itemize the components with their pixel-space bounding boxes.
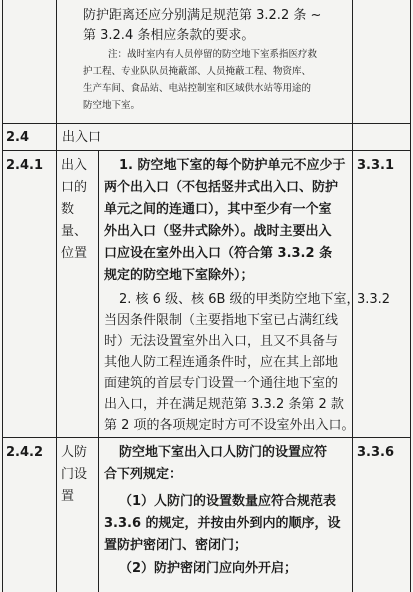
row-divider-242 (2, 437, 410, 438)
clause-number: 2.4.2 (6, 445, 44, 460)
text-line: 出入口，并在满足规范第 3.3.2 条第 2 款 (104, 397, 344, 412)
reference-number: 3.3.2 (357, 292, 391, 307)
note-line: 生产车间、食品站、电站控制室和区域供水站等用途的 (83, 83, 312, 94)
text-line: 时）无法设置室外出入口，且又不具备与 (104, 334, 339, 349)
label-line: 置 (61, 489, 75, 504)
text-line: （2）防护密闭门应向外开启； (119, 561, 298, 576)
text-line: 防空地下室出入口人防门的设置应符 (119, 445, 328, 460)
table-border-left (2, 0, 3, 592)
text-line: 2. 核 6 级、核 6B 级的甲类防空地下室， (119, 292, 360, 307)
reference-number: 3.3.6 (357, 445, 395, 460)
text-line: 防护距离还应分别满足规范第 3.2.2 条 ~ (83, 8, 322, 23)
label-line: 出入 (61, 158, 88, 173)
text-line: 3.3.6 的规定，并按由外到内的顺序，设 (104, 516, 341, 531)
text-line: 规定的防空地下室除外）； (104, 268, 254, 283)
text-line: 置防护密闭门、密闭门； (104, 538, 248, 553)
label-line: 人防 (61, 445, 88, 460)
text-line: 单元之间的连通口），其中至少有一个室 (104, 202, 332, 217)
clause-number: 2.4.1 (6, 158, 44, 173)
text-line: 第 3.2.4 条相应条款的要求。 (83, 28, 255, 43)
row-divider-241 (2, 150, 410, 151)
label-line: 量、 (61, 224, 88, 239)
label-line: 口的 (61, 180, 88, 195)
text-line: 合下列规定： (104, 467, 183, 482)
note-line: 护工程、专业队队员掩蔽部、人员掩蔽工程、物资库、 (83, 66, 312, 77)
text-line: 第 2 项的各项规定时方可不设室外出入口。 (104, 418, 355, 433)
text-line: 外出入口（竖井式除外）。战时主要出入 (104, 224, 332, 239)
column-divider-label (56, 0, 57, 592)
text-line: 当因条件限制（主要指地下室已占满红线 (104, 313, 339, 328)
column-divider-content (98, 150, 99, 592)
label-line: 门设 (61, 467, 88, 482)
text-line: （1）人防门的设置数量应符合规范表 (119, 494, 337, 509)
text-line: 口应设在室外出入口（符合第 3.3.2 条 (104, 246, 333, 261)
section-number: 2.4 (6, 130, 30, 145)
label-line: 数 (61, 202, 75, 217)
table-border-right (410, 0, 411, 592)
note-line: 注：战时室内有人员停留的防空地下室系指医疗救 (108, 49, 318, 60)
note-line: 防空地下室。 (83, 100, 141, 111)
text-line: 1. 防空地下室的每个防护单元不应少于 (119, 158, 346, 173)
label-line: 位置 (61, 246, 88, 261)
text-line: 面建筑的首层专门设置一个通往地下室的 (104, 376, 339, 391)
text-line: 两个出入口（不包括竖井式出入口、防护 (104, 180, 339, 195)
row-divider-section (2, 123, 410, 124)
section-title: 出入口 (62, 130, 102, 145)
reference-number: 3.3.1 (357, 158, 395, 173)
text-line: 其他人防工程连通条件时，应在其上部地 (104, 355, 339, 370)
